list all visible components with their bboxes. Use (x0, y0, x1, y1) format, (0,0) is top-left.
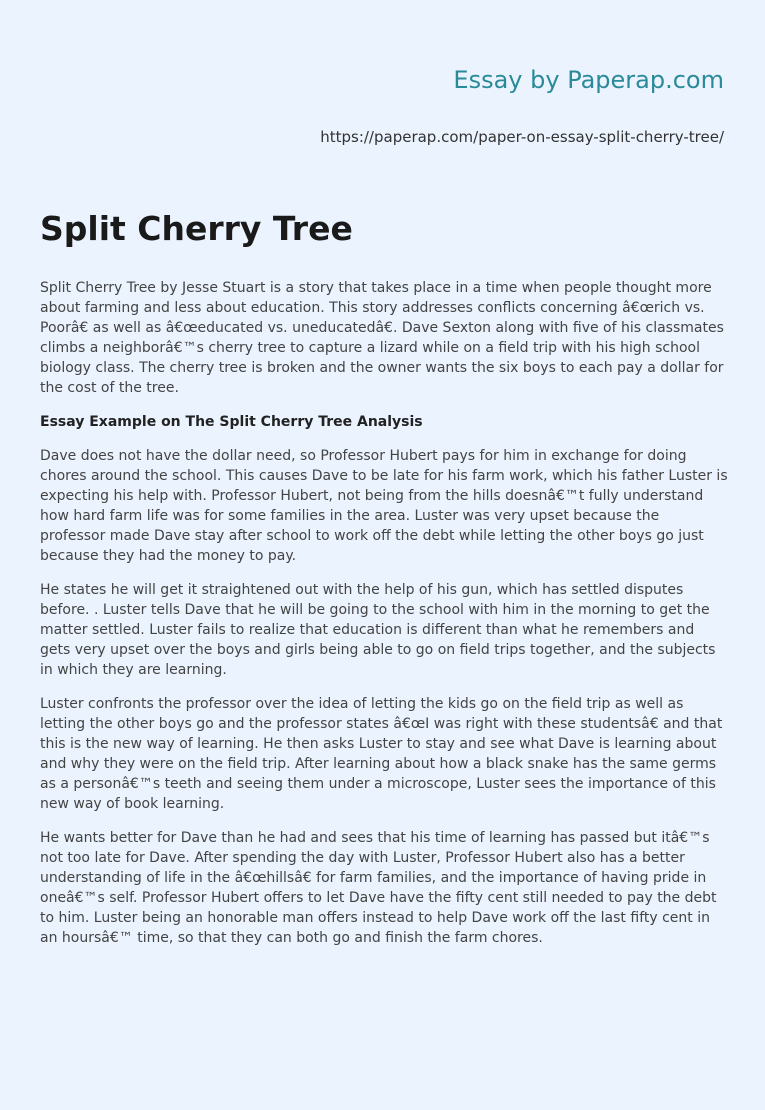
article-body (40, 278, 728, 962)
section-subheading: Essay Example on The Split Cherry Tree Analysis (40, 414, 423, 430)
paragraph-4: Luster confronts the professor over the idea of letting the kids go on the field trip as well as letting the other boys go and the professor states â€œI was right with these studentsâ€ and that this is the new way of learning. He then asks Luster to stay and see what Dave is learning about and why they were on the field trip. After learning about how a black snake has the same germs as a personâ€™s teeth and seeing them under a microscope, Luster sees the importance of this new way of book learning. (40, 696, 723, 812)
paragraph-5: He wants better for Dave than he had and sees that his time of learning has passed but itâ€™s not too late for Dave. After spending the day with Luster, Professor Hubert also has a better understanding of life in the â€œhillsâ€ for farm families, and the importance of having pride in oneâ€™s self. Professor Hubert offers to let Dave have the fifty cent still needed to pay the debt to him. Luster being an honorable man offers instead to help Dave work off the last fifty cent in an hoursâ€™ time, so that they can both go and finish the farm chores. (40, 830, 717, 946)
site-brand-link[interactable]: Essay by Paperap.com (453, 66, 724, 94)
paragraph-1: Split Cherry Tree by Jesse Stuart is a story that takes place in a time when people thought more about farming and less about education. This story addresses conflicts concerning â€œrich vs. Poorâ€ as well as â€œeducated vs. uneducatedâ€. Dave Sexton along with five of his classmates climbs a neighborâ€™s cherry tree to capture a lizard while on a field trip with his high school biology class. The cherry tree is broken and the owner wants the six boys to each pay a dollar for the cost of the tree. (40, 280, 724, 396)
source-url-link[interactable]: https://paperap.com/paper-on-essay-split-cherry-tree/ (320, 128, 724, 146)
paragraph-3: He states he will get it straightened out with the help of his gun, which has settled disputes before. . Luster tells Dave that he will be going to the school with him in the morning to get the matter settled. Luster fails to realize that education is different than what he remembers and gets very upset over the boys and girls being able to go on field trips together, and the subjects in which they are learning. (40, 582, 716, 678)
page-title: Split Cherry Tree (40, 209, 353, 248)
paragraph-2: Dave does not have the dollar need, so Professor Hubert pays for him in exchange for doing chores around the school. This causes Dave to be late for his farm work, which his father Luster is expecting his help with. Professor Hubert, not being from the hills doesnâ€™t fully understand how hard farm life was for some families in the area. Luster was very upset because the professor made Dave stay after school to work off the debt while letting the other boys go just because they had the money to pay. (40, 448, 728, 564)
